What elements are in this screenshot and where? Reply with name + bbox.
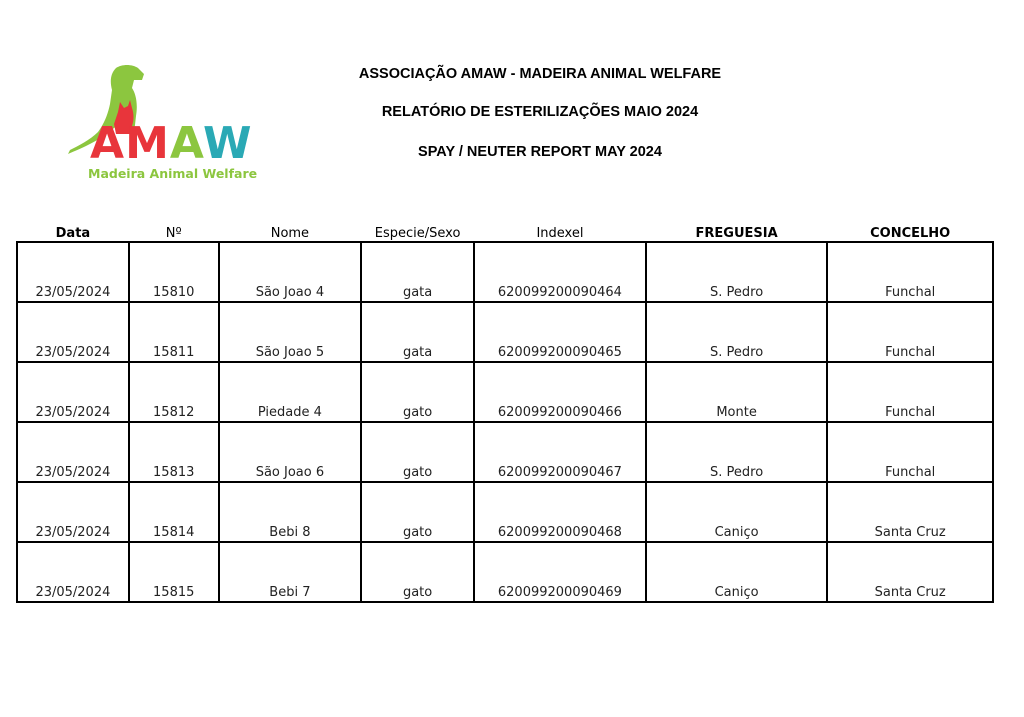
cell-number: 15810 [129, 242, 219, 302]
cell-freguesia: S. Pedro [646, 242, 828, 302]
cell-name: Bebi 7 [219, 542, 362, 602]
cell-date: 23/05/2024 [17, 482, 129, 542]
sterilization-table [16, 222, 994, 603]
cell-date: 23/05/2024 [17, 362, 129, 422]
cell-concelho: Funchal [827, 362, 993, 422]
cell-species-sex: gato [361, 542, 474, 602]
cell-name: São Joao 4 [219, 242, 362, 302]
table-row [17, 242, 993, 302]
cell-species-sex: gato [361, 482, 474, 542]
cell-species-sex: gata [361, 242, 474, 302]
cell-date: 23/05/2024 [17, 542, 129, 602]
cell-concelho: Santa Cruz [827, 482, 993, 542]
cell-species-sex: gato [361, 422, 474, 482]
column-header-freguesia: FREGUESIA [695, 226, 778, 241]
cell-number: 15813 [129, 422, 219, 482]
cell-indexel: 620099200090468 [474, 482, 646, 542]
column-header-number: Nº [165, 226, 182, 241]
cell-concelho: Funchal [827, 422, 993, 482]
cell-date: 23/05/2024 [17, 242, 129, 302]
cell-name: São Joao 5 [219, 302, 362, 362]
report-title-pt: RELATÓRIO DE ESTERILIZAÇÕES MAIO 2024 [381, 104, 699, 120]
column-header-indexel: Indexel [536, 226, 584, 241]
cell-date: 23/05/2024 [17, 302, 129, 362]
cell-species-sex: gata [361, 302, 474, 362]
cell-indexel: 620099200090467 [474, 422, 646, 482]
table-row [17, 482, 993, 542]
cell-concelho: Funchal [827, 302, 993, 362]
cell-name: Bebi 8 [219, 482, 362, 542]
cell-name: Piedade 4 [219, 362, 362, 422]
cell-indexel: 620099200090464 [474, 242, 646, 302]
column-header-species-sex: Especie/Sexo [374, 226, 461, 241]
table-header-row [17, 222, 993, 242]
cell-concelho: Funchal [827, 242, 993, 302]
report-title-en: SPAY / NEUTER REPORT MAY 2024 [418, 144, 662, 160]
table-row [17, 542, 993, 602]
logo-tagline: Madeira Animal Welfare [88, 166, 258, 181]
cell-date: 23/05/2024 [17, 422, 129, 482]
table-row [17, 302, 993, 362]
cell-freguesia: S. Pedro [646, 422, 828, 482]
cell-freguesia: Caniço [646, 542, 828, 602]
cell-freguesia: Monte [646, 362, 828, 422]
cell-species-sex: gato [361, 362, 474, 422]
cell-concelho: Santa Cruz [827, 542, 993, 602]
cell-number: 15815 [129, 542, 219, 602]
cell-indexel: 620099200090466 [474, 362, 646, 422]
column-header-data: Data [55, 226, 91, 241]
cell-number: 15812 [129, 362, 219, 422]
table-row [17, 422, 993, 482]
column-header-concelho: CONCELHO [870, 226, 951, 241]
cell-indexel: 620099200090469 [474, 542, 646, 602]
cell-number: 15814 [129, 482, 219, 542]
cell-name: São Joao 6 [219, 422, 362, 482]
cell-number: 15811 [129, 302, 219, 362]
table-row [17, 362, 993, 422]
cell-freguesia: S. Pedro [646, 302, 828, 362]
logo-wordmark: AMAW [90, 118, 253, 169]
column-header-name: Nome [270, 226, 310, 241]
cell-indexel: 620099200090465 [474, 302, 646, 362]
association-title: ASSOCIAÇÃO AMAW - MADEIRA ANIMAL WELFARE [358, 66, 722, 82]
cell-freguesia: Caniço [646, 482, 828, 542]
amaw-logo [64, 62, 258, 184]
